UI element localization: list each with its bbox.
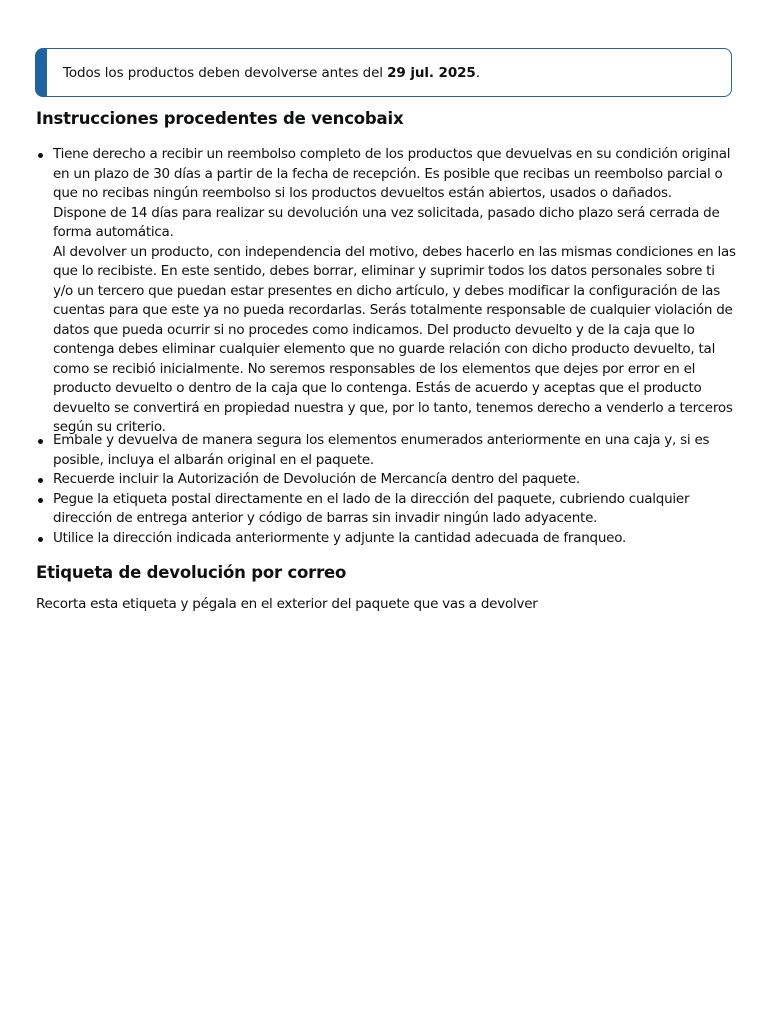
list-item [36, 145, 736, 438]
list-item: Pegue la etiqueta postal directamente en el lado de la dirección del paquete, cubriendo cualquier dirección de entrega anterior y código de barras sin invadir ningún lado adyacente. [36, 490, 736, 529]
return-label-heading: Etiqueta de devolución por correo [36, 563, 347, 582]
alert-text: Todos los productos deben devolverse antes del 29 jul. 2025. [63, 64, 480, 81]
instructions-main-list [36, 145, 736, 438]
return-deadline-alert [35, 48, 732, 97]
alert-deadline-date: 29 jul. 2025 [387, 64, 476, 81]
list-item: Utilice la dirección indicada anteriormente y adjunte la cantidad adecuada de franqueo. [36, 529, 736, 549]
list-item: Embale y devuelva de manera segura los elementos enumerados anteriormente en una caja y, si es posible, incluya el albarán original en el paquete. [36, 431, 736, 470]
list-item: Recuerde incluir la Autorización de Devolución de Mercancía dentro del paquete. [36, 470, 736, 490]
return-conditions-text: Al devolver un producto, con independencia del motivo, debes hacerlo en las mismas condiciones en las que lo recibiste. En este sentido, debes borrar, eliminar y suprimir todos los datos personales sobre ti y/o un tercero que puedan estar presentes en dicho artículo, y debes modificar la configuración de las cuentas para que este ya no pueda recordarlas. Serás totalmente responsable de cualquier violación de datos que pueda ocurrir si no procedes como indicamos. Del producto devuelto y de la caja que lo contenga debes eliminar cualquier elemento que no guarde relación con dicho producto devuelto, tal como se recibió inicialmente. No seremos responsables de los elementos que dejes por error en el producto devuelto o dentro de la caja que lo contenga. Estás de acuerdo y aceptas que el producto devuelto se convertirá en propiedad nuestra y que, por lo tanto, tenemos derecho a venderlo a terceros según su criterio. [53, 243, 736, 435]
packaging-steps-list [36, 431, 736, 548]
cut-label-instruction: Recorta esta etiqueta y pégala en el exterior del paquete que vas a devolver [36, 596, 538, 612]
return-window-text: Dispone de 14 días para realizar su devolución una vez solicitada, pasado dicho plazo será cerrada de forma automática. [53, 204, 720, 240]
refund-policy-text: Tiene derecho a recibir un reembolso completo de los productos que devuelvas en su condición original en un plazo de 30 días a partir de la fecha de recepción. Es posible que recibas un reembolso parcial o que no recibas ningún reembolso si los productos devueltos están abiertos, usados o dañados. [53, 146, 731, 201]
instructions-heading: Instrucciones procedentes de vencobaix [36, 109, 404, 128]
